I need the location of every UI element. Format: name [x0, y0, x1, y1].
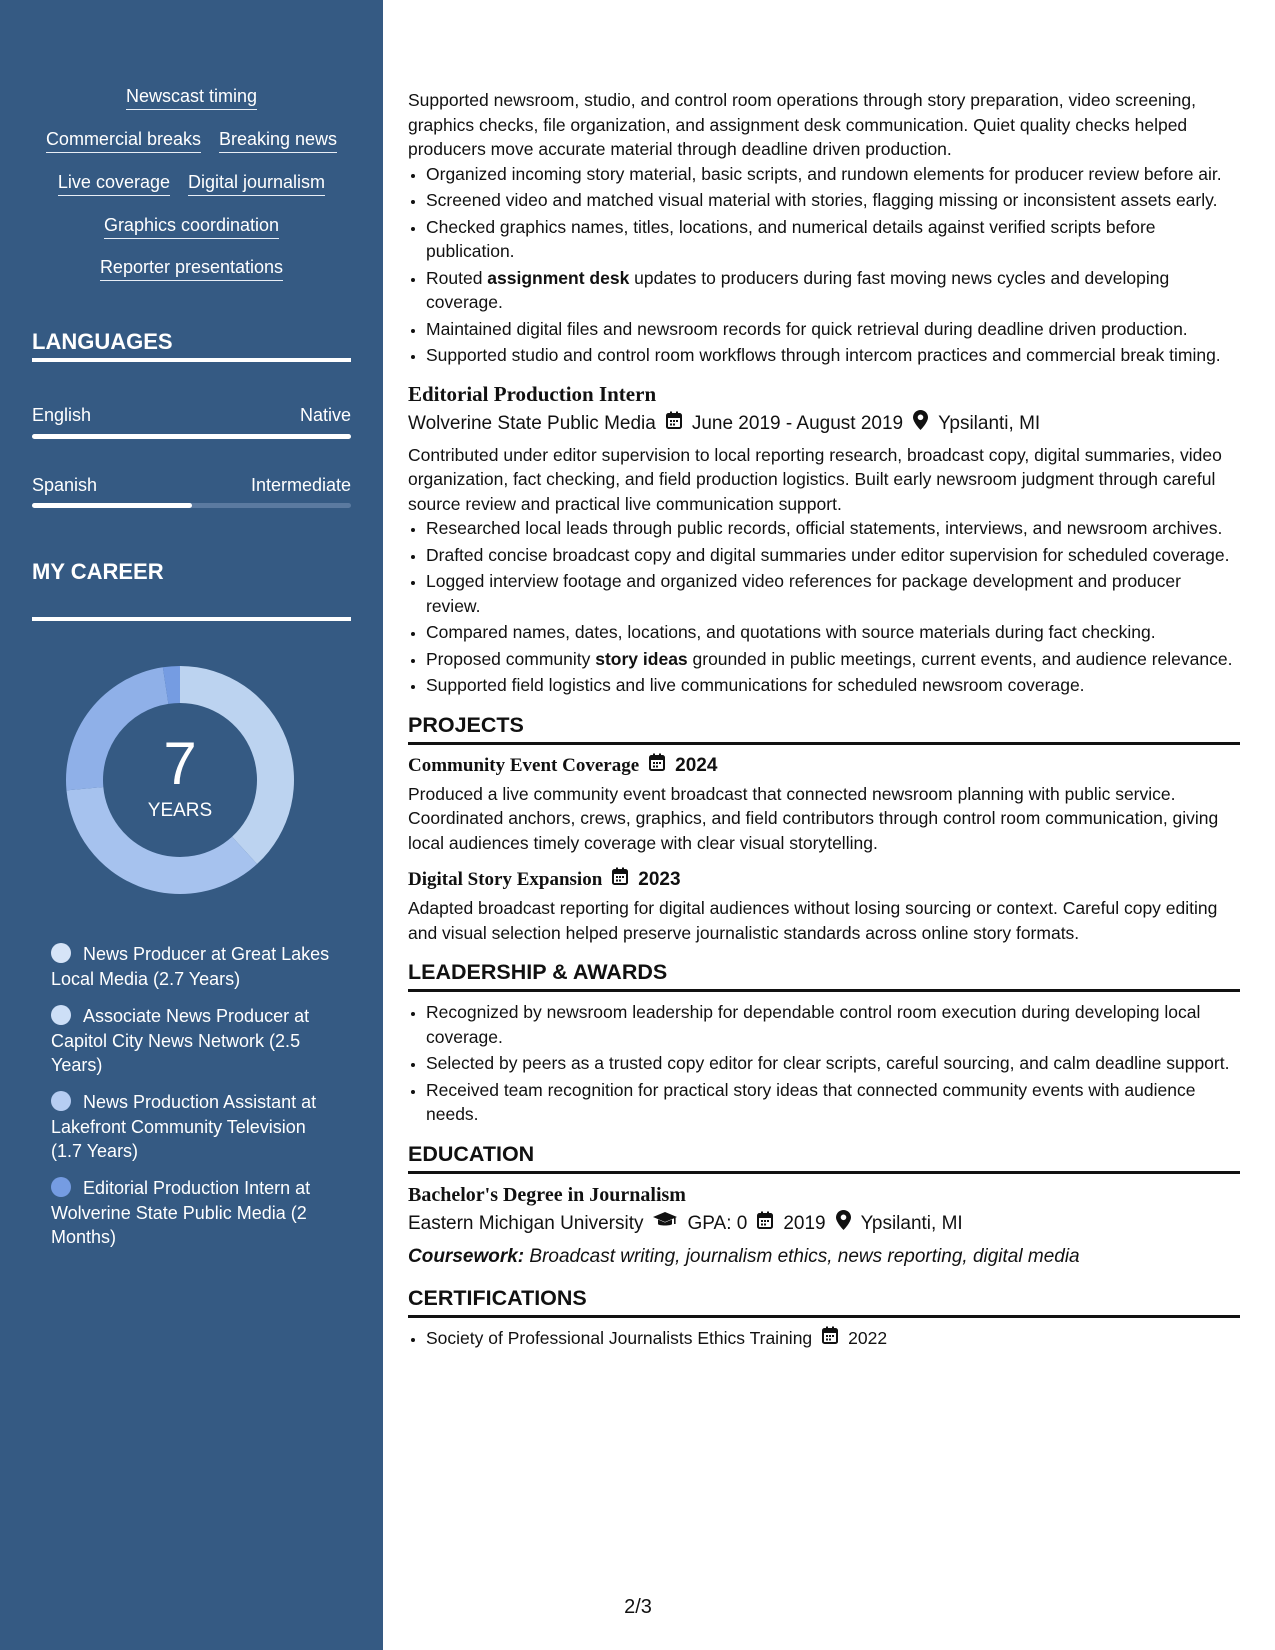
bullet-text: Compared names, dates, locations, and quotations with source materials during fact checking.: [426, 622, 1156, 642]
legend-dot: [51, 1091, 71, 1111]
career-legend-text: Associate News Producer at Capitol City News Network (2.5 Years): [51, 1006, 310, 1075]
skill-tag: Live coverage: [58, 170, 170, 196]
bullet-text: Routed: [426, 267, 488, 288]
leadership-heading: LEADERSHIP & AWARDS: [408, 958, 1240, 992]
career-legend-text: News Production Assistant at Lakefront Community Television (1.7 Years): [51, 1092, 317, 1161]
languages-heading: LANGUAGES: [32, 329, 173, 354]
role-title: Editorial Production Intern: [408, 381, 657, 406]
bullet-text: Screened video and matched visual material with stories, flagging missing or inconsistent assets early.: [426, 190, 1218, 210]
career-divider: [32, 617, 351, 621]
legend-dot: [51, 1005, 71, 1025]
bullet-item: [426, 569, 1240, 618]
coursework-text: Broadcast writing, journalism ethics, news reporting, digital media: [529, 1245, 1080, 1267]
role-summary: Supported newsroom, studio, and control room operations through story preparation, video screening, graphics checks, file organization, and assignment desk communication. Quiet quality checks helped producers move accurate material through deadline driven production.: [408, 90, 1196, 159]
language-proficiency-bar: [32, 503, 351, 508]
location-pin-icon: [913, 410, 928, 439]
bullet-item: [426, 317, 1240, 342]
project-header: [408, 753, 1240, 779]
bullet-item: [426, 188, 1240, 213]
language-row: [32, 403, 351, 427]
skills-row: [0, 213, 383, 239]
coursework-label: Coursework:: [408, 1245, 525, 1267]
project-title: Community Event Coverage: [408, 754, 640, 776]
projects-heading: PROJECTS: [408, 711, 1240, 745]
role-bullets: [408, 516, 1240, 698]
bullet-text: Supported studio and control room workflows through intercom practices and commercial break timing.: [426, 345, 1221, 365]
bullet-text: Maintained digital files and newsroom records for quick retrieval during deadline driven production.: [426, 318, 1188, 339]
certification-row: [426, 1326, 887, 1351]
location-pin-icon: [836, 1210, 851, 1239]
leadership-item: • Selected by peers as a trusted copy editor for clear scripts, careful sourcing, and calm deadline support.: [426, 1051, 1240, 1076]
career-legend-item: [51, 1004, 341, 1078]
career-legend-item: [51, 942, 341, 991]
role-meta: [408, 410, 1240, 439]
bullet-item: [426, 162, 1240, 187]
sidebar: [0, 0, 383, 1650]
career-legend-item: [51, 1176, 341, 1250]
bullet-text: Drafted concise broadcast copy and digital summaries under editor supervision for scheduled coverage.: [426, 544, 1230, 565]
career-total-number: 7: [163, 730, 197, 797]
certification-name: • Society of Professional Journalists Ethics Training: [426, 1327, 813, 1348]
project-description: Produced a live community event broadcast that connected newsroom planning with public service. Coordinated anchors, crews, graphics, and field contributors through control room communication, giving local audiences timely coverage with clear visual storytelling.: [408, 783, 1219, 853]
bullet-item: [426, 343, 1240, 368]
bullet-text: Checked graphics names, titles, locations, and numerical details against verified scripts before publication.: [426, 216, 1156, 261]
role-dates: June 2019 - August 2019: [691, 413, 904, 434]
bullet-item: [426, 266, 1240, 315]
calendar-icon: [757, 1210, 773, 1238]
role-summary: Contributed under editor supervision to local reporting research, broadcast copy, digital summaries, video organization, fact checking, and field production logistics. Built early newsroom judgment through careful source review and practical live communication support.: [408, 444, 1222, 514]
bullet-text: updates to producers during fast moving news cycles and developing coverage.: [426, 267, 1170, 312]
language-proficiency-fill: [32, 434, 351, 439]
skill-tag: Digital journalism: [188, 170, 325, 196]
projects-list: [408, 753, 1240, 946]
education-degree: Bachelor's Degree in Journalism: [408, 1183, 686, 1206]
bullet-keyword: assignment desk: [487, 267, 630, 288]
language-level: Native: [299, 405, 351, 425]
languages-divider: [32, 358, 351, 362]
certification-item: [426, 1326, 1240, 1351]
legend-dot: [51, 1177, 71, 1197]
skill-tag: Breaking news: [219, 127, 337, 153]
education-year: 2019: [783, 1213, 826, 1234]
legend-dot: [51, 943, 71, 963]
project-description: Adapted broadcast reporting for digital audiences without losing sourcing or context. Careful copy editing and visual selection helped preserve journalistic standards across online story formats.: [408, 898, 1218, 943]
project: [408, 753, 1240, 856]
skill-tag: Newscast timing: [126, 84, 257, 110]
certification-year: 2022: [848, 1327, 888, 1348]
project-year: 2023: [638, 869, 681, 890]
project-header: [408, 867, 1240, 893]
main-content: [408, 0, 1240, 1352]
language-proficiency-bar: [32, 434, 351, 439]
bullet-item: [426, 620, 1240, 645]
bullet-item: [426, 215, 1240, 264]
career-legend-text: Editorial Production Intern at Wolverine State Public Media (2 Months): [51, 1178, 311, 1247]
project-year: 2024: [675, 754, 718, 776]
bullet-item: [426, 673, 1240, 698]
calendar-icon: [822, 1326, 838, 1351]
education-meta: [408, 1210, 1240, 1239]
bullet-text: Logged interview footage and organized video references for package development and producer review.: [426, 571, 1181, 616]
calendar-icon: [666, 410, 682, 438]
skill-tag: Commercial breaks: [46, 127, 201, 153]
education-gpa: GPA: 0: [687, 1213, 748, 1234]
skills-row: [0, 255, 383, 281]
language-proficiency-fill: [32, 503, 192, 508]
skill-tag: Graphics coordination: [104, 213, 279, 239]
education-location: Ypsilanti, MI: [860, 1213, 963, 1234]
bullet-text: Researched local leads through public records, official statements, interviews, and newsroom archives.: [426, 518, 1223, 538]
coursework: [408, 1243, 1240, 1271]
bullet-text: Supported field logistics and live communications for scheduled newsroom coverage.: [426, 675, 1085, 695]
project-title: Digital Story Expansion: [408, 869, 603, 890]
bullet-text: grounded in public meetings, current events, and audience relevance.: [687, 648, 1233, 669]
certifications-heading: CERTIFICATIONS: [408, 1284, 1240, 1318]
graduation-cap-icon: [653, 1210, 677, 1238]
leadership-item: • Recognized by newsroom leadership for dependable control room execution during developing local coverage.: [426, 1000, 1240, 1049]
bullet-text: Organized incoming story material, basic scripts, and rundown elements for producer review before air.: [426, 163, 1222, 184]
skills-row: [0, 127, 383, 153]
language-name: English: [32, 405, 92, 425]
education-heading: EDUCATION: [408, 1140, 1240, 1174]
skill-tag: Reporter presentations: [100, 255, 283, 281]
bullet-item: [426, 516, 1240, 541]
role-bullets: [408, 162, 1240, 368]
language-name: Spanish: [32, 475, 98, 495]
bullet-item: [426, 543, 1240, 568]
career-total-unit: YEARS: [147, 800, 213, 821]
page-number: 2/3: [624, 1596, 652, 1618]
calendar-icon: [612, 867, 628, 893]
career-legend-item: [51, 1090, 341, 1164]
role-location: Ypsilanti, MI: [938, 413, 1041, 434]
skills-row: [0, 170, 383, 196]
bullet-keyword: story ideas: [595, 648, 688, 669]
language-level: Intermediate: [250, 475, 351, 495]
role-company: Wolverine State Public Media: [408, 413, 656, 434]
leadership-list: [408, 1000, 1240, 1127]
skills-row: [0, 84, 383, 110]
calendar-icon: [649, 753, 665, 779]
certifications-list: [408, 1326, 1240, 1351]
leadership-item: • Received team recognition for practical story ideas that connected community events with audience needs.: [426, 1078, 1240, 1127]
bullet-text: Proposed community: [426, 648, 596, 669]
career-heading: MY CAREER: [32, 559, 164, 584]
project: [408, 867, 1240, 945]
education-school: Eastern Michigan University: [408, 1213, 644, 1234]
language-row: [32, 473, 351, 497]
bullet-item: [426, 647, 1240, 672]
career-legend-text: News Producer at Great Lakes Local Media (2.7 Years): [51, 944, 330, 989]
